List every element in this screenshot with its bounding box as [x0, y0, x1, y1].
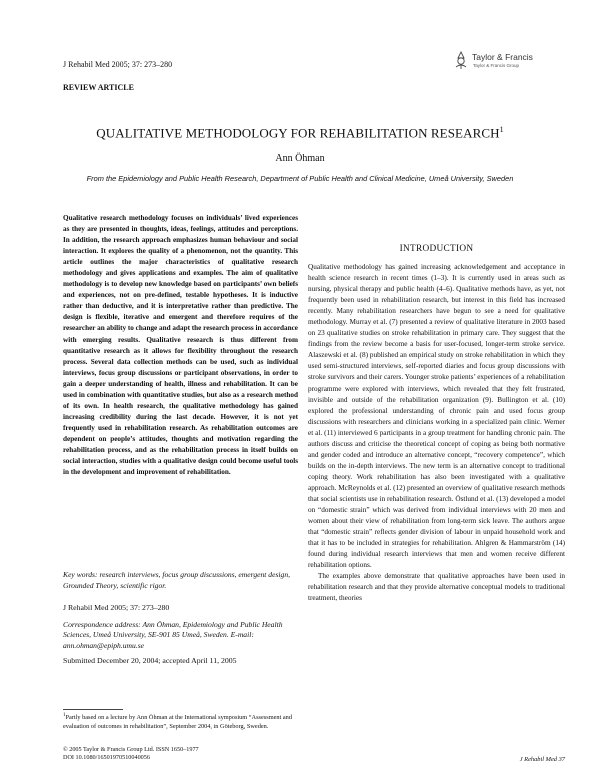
footnote-divider — [63, 709, 123, 710]
keywords-label: Key words: — [63, 570, 98, 579]
introduction-body — [308, 262, 565, 604]
correspondence-address — [63, 620, 298, 651]
publisher-logo — [452, 50, 557, 72]
correspondence-text: Ann Öhman, Epidemiology and Public Health Sciences, Umeå University, SE-901 85 Umeå, Sweden. E-mail: ann.ohman@epiph.umu.se — [63, 620, 283, 650]
title-footnote-mark: 1 — [499, 125, 504, 134]
title-text: QUALITATIVE METHODOLOGY FOR REHABILITATION RESEARCH — [96, 125, 500, 141]
running-footer: J Rehabil Med 37 — [519, 756, 565, 763]
publisher-lamp-icon — [452, 50, 470, 70]
keywords-text: research interviews, focus group discussions, emergent design, Grounded Theory, scientific rigor. — [63, 570, 291, 590]
copyright-block — [63, 746, 323, 763]
author-affiliation: From the Epidemiology and Public Health Research, Department of Public Health and Clinical Medicine, Umeå University, Sweden — [86, 174, 514, 183]
abstract: Qualitative research methodology focuses on individuals’ lived experiences as they are presented in thoughts, ideas, feelings, attitudes and perceptions. In addition, the research approach emphasizes human behaviour and social interaction. It explores the quality of a phenomenon, not the quantity. This article outlines the major characteristics of qualitative research methodology and gives applications and examples. The aim of qualitative methodology is to develop new knowledge based on participants’ own beliefs and experiences, not on pre-defined, testable hypotheses. It is inductive rather than deductive, and it is interpretative rather than predictive. The design is flexible, iterative and emergent and therefore requires of the researcher an ability to change and adapt the research process in accordance with emerging results. Qualitative research is thus different from quantitative research as it allows for flexibility throughout the research process. Several data collection methods can be used, such as individual interviews, focus group discussions or participant observations, in order to gain a deeper understanding of health, illness and rehabilitation. It can be used in combination with quantitative studies, but also as a research method of its own. In health research, the qualitative methodology has gained increasing credibility during the last decade. However, it is not yet frequently used in rehabilitation research. As rehabilitation outcomes are dependent on people’s attitudes, thoughts and motivation regarding the rehabilitation process, and as the rehabilitation process in itself builds on social interaction, studies with a qualitative design could become useful tools in the development and improvement of rehabilitation. — [63, 214, 298, 477]
doi-line: DOI 10.1080/16501970510040056 — [63, 754, 150, 762]
footnote-text: Partly based on a lecture by Ann Öhman at the International symposium “Assessment and evaluation of outcomes in rehabilitation”, September 2004, in Göteborg, Sweden. — [63, 714, 292, 730]
introduction-paragraph-2: The examples above demonstrate that qualitative approaches have been used in rehabilitation research and that they provide alternative conceptual models to traditional treatment, theories — [308, 572, 565, 603]
footnote-mark: 1 — [63, 713, 66, 718]
keywords — [63, 570, 298, 591]
copyright-line: © 2005 Taylor & Francis Group Ltd. ISSN 1650–1977 — [63, 746, 199, 753]
publisher-group: Taylor & Francis Group — [473, 63, 520, 68]
author-name: Ann Öhman — [275, 153, 325, 164]
introduction-heading: INTRODUCTION — [399, 244, 474, 254]
article-type: REVIEW ARTICLE — [63, 83, 134, 92]
correspondence-label: Correspondence address: — [63, 620, 141, 629]
footnote — [63, 712, 298, 731]
submission-dates: Submitted December 20, 2004; accepted April 11, 2005 — [63, 656, 237, 665]
article-title — [0, 125, 600, 141]
introduction-paragraph-1: Qualitative methodology has gained increasing acknowledgement and acceptance in health science research in recent times (1–3). It is currently used in areas such as nursing, physical therapy and public health (4–6). Qualitative methods have, as yet, not frequently been used in rehabilitation research, but interest in this field has increased recently. Many rehabilitation researchers have begun to see a need for qualitative methodology. Murray et al. (7) presented a review of qualitative literature in 2003 based on 23 qualitative studies on stroke rehabilitation in primary care. They suggest that the findings from the review become a basis for user-focused, longer-term stroke service. Alaszewski et al. (8) published an empirical study on stroke rehabilitation in which they used semi-structured interviews, self-reported diaries and focus group discussions with stroke survivors and their carers. Younger stroke patients’ experiences of a rehabilitation programme were explored with interviews, which revealed that they felt frustrated, invisible and outside of the rehabilitation organization (9). Bullington et al. (10) explored the professional understanding of chronic pain and used focus group discussions with researchers and clinicians working in a specialized pain clinic. Werner et al. (11) interviewed 6 participants in a group treatment for handling chronic pain. The authors discuss and criticise the theoretical concept of coping as being both normative and gender coded and introduce an alternative concept, “recovery competence”, which builds on the in-depth interviews. The new term is an alternative concept to traditional coping theory. Work rehabilitation has also been investigated with a qualitative approach. McReynolds et al. (12) presented an overview of qualitative research methods that social scientists use in rehabilitation research. Östlund et al. (13) developed a model on “domestic strain” which was derived from individual interviews with 20 men and women about their view of rehabilitation from long-term sick leave. The authors argue that “domestic strain” reflects gender division of labour in unpaid household work and that it has to be included in strategies for rehabilitation. Ahlgren & Hammarström (14) found during individual research interviews that men and women receive different rehabilitation options. — [308, 263, 565, 570]
journal-reference: J Rehabil Med 2005; 37: 273–280 — [63, 60, 173, 69]
journal-reference-repeat: J Rehabil Med 2005; 37: 273–280 — [63, 603, 170, 612]
publisher-name: Taylor & Francis — [472, 52, 533, 62]
